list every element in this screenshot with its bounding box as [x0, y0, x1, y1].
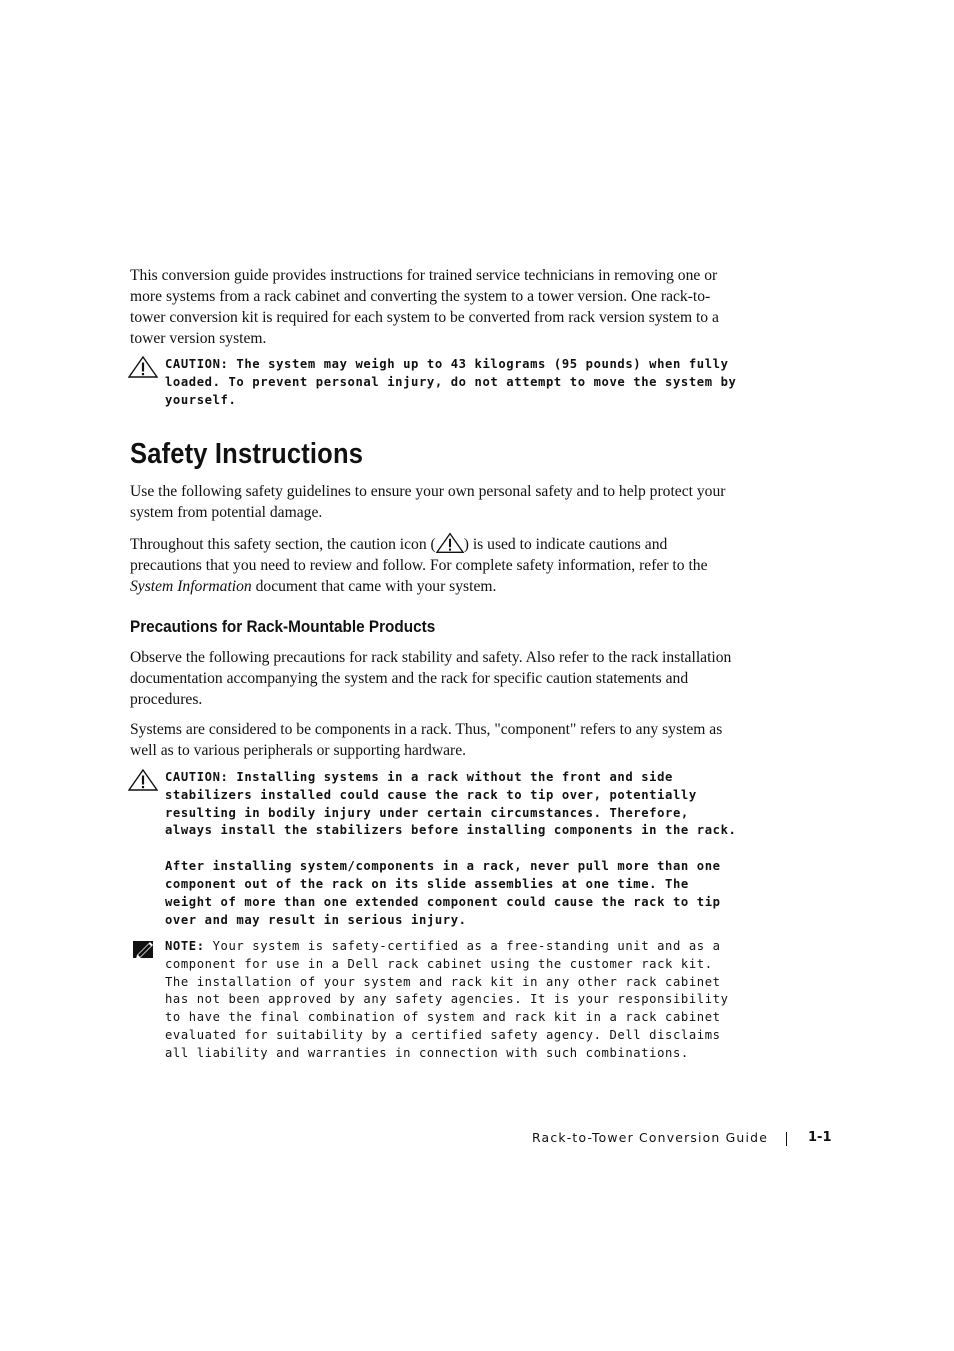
caution-text: The system may weigh up to 43 kilograms (95 pounds) when fully loaded. To prevent personal injury, do not attempt to move the system by yourself. — [165, 357, 737, 407]
safety-p2-start: Throughout this safety section, the caution icon ( — [130, 536, 436, 553]
safety-paragraph-1: Use the following safety guidelines to ensure your own personal safety and to help protect your system from potential damage. — [130, 483, 726, 521]
caution-triangle-icon — [128, 769, 158, 791]
safety-instructions-heading: Safety Instructions — [130, 438, 364, 470]
safety-paragraph-2 — [130, 532, 742, 597]
system-information-title: System Information — [130, 578, 252, 595]
note-text: Your system is safety-certified as a free-standing unit and as a component for use in a Dell rack cabinet using the customer rack kit. The installation of your system and rack kit in any other rack cabinet has not been approved by any safety agencies. It is your responsibility to have the final combination of system and rack kit in a rack cabinet evaluated for suitability by a certified safety agency. Dell disclaims all liability and warranties in connection with such combinations. — [165, 939, 729, 1060]
caution-triangle-icon — [436, 532, 464, 554]
caution-weight-notice — [128, 356, 740, 409]
precautions-paragraph-2: Systems are considered to be components in a rack. Thus, "component" refers to any system as well as to various peripherals or supporting hardware. — [130, 721, 723, 759]
footer-divider — [786, 1132, 787, 1146]
intro-paragraph: This conversion guide provides instructions for trained service technicians in removing one or more systems from a rack cabinet and converting the system to a tower version. One rack-to-tower conversion kit is required for each system to be converted from rack version system to a tower version system. — [130, 267, 719, 347]
caution-triangle-icon — [128, 356, 158, 378]
page-footer — [532, 1130, 832, 1150]
precautions-heading: Precautions for Rack-Mountable Products — [130, 617, 436, 636]
page-number: 1-1 — [808, 1130, 832, 1145]
caution-text-2: After installing system/components in a rack, never pull more than one component out of the rack on its slide assemblies at one time. The weight of more than one extended component could cause the rack to tip over and may result in serious injury. — [165, 859, 721, 927]
footer-guide-title: Rack-to-Tower Conversion Guide — [532, 1130, 769, 1145]
caution-label: CAUTION: — [165, 770, 229, 784]
safety-p2-end: document that came with your system. — [251, 578, 497, 595]
caution-text-1: Installing systems in a rack without the front and side stabilizers installed could cause the rack to tip over, potentially resulting in bodily injury under certain circumstances. Therefore, always install the stabilizers before installing components in the rack. — [165, 770, 737, 838]
safety-p2-middle: ) is used to indicate cautions and precautions that you need to review and follow. For complete safety information, refer to the — [130, 536, 708, 574]
precautions-paragraph-1: Observe the following precautions for rack stability and safety. Also refer to the rack installation documentation accompanying the system and the rack for specific caution statements and procedures. — [130, 649, 732, 708]
note-pencil-icon — [128, 938, 158, 960]
note-label: NOTE: — [165, 939, 205, 953]
note-notice — [128, 938, 740, 1063]
caution-stabilizer-notice — [128, 769, 740, 929]
caution-label: CAUTION: — [165, 357, 229, 371]
